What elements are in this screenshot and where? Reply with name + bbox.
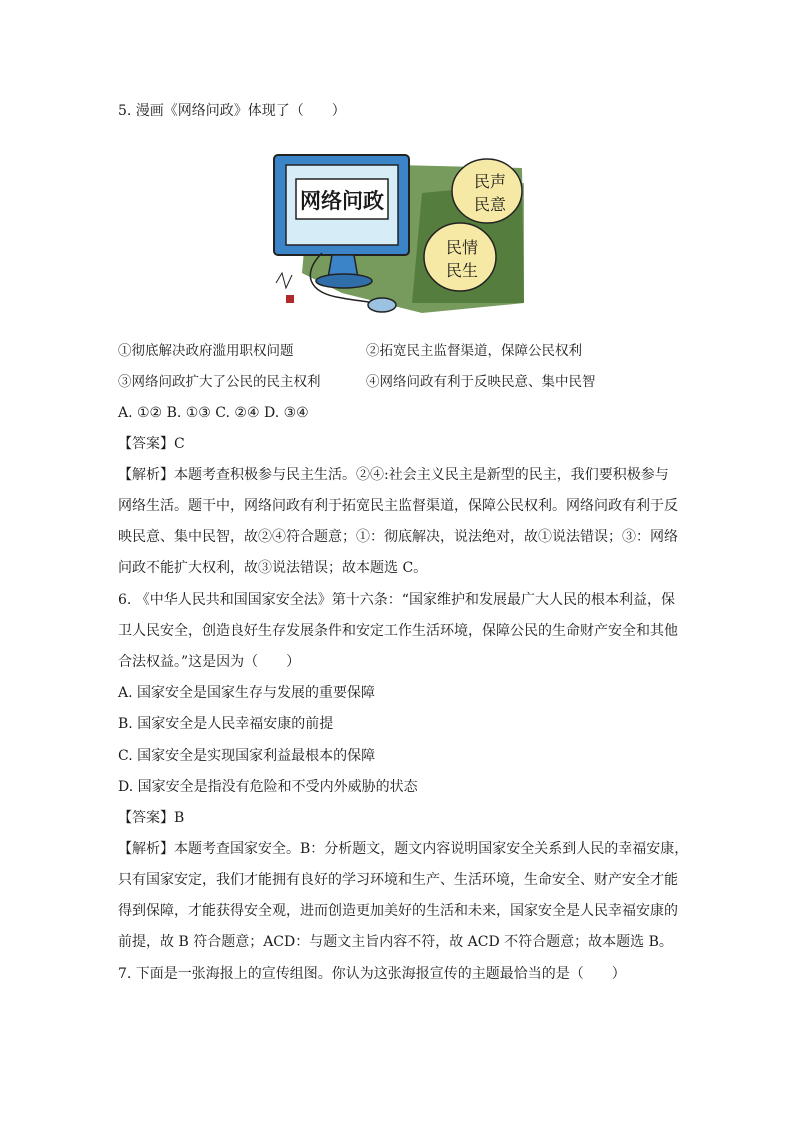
- q6-answer: 【答案】B: [118, 810, 185, 826]
- bubble1-line1: 民声: [473, 172, 507, 191]
- q5-answer: 【答案】C: [118, 436, 185, 452]
- q5-choices: A. ①② B. ①③ C. ②④ D. ③④: [118, 405, 309, 421]
- q7-stem: 7. 下面是一张海报上的宣传组图。你认为这张海报宣传的主题最恰当的是（ ）: [118, 966, 626, 982]
- q6-stem-line: 卫人民安全，创造良好生存发展条件和安定工作生活环境，保障公民的生命财产安全和其他: [118, 623, 678, 639]
- q5-analysis-line: 网络生活。题干中，网络问政有利于拓宽民主监督渠道，保障公民权利。网络问政有利于反: [118, 498, 678, 514]
- bubble1-line2: 民意: [473, 195, 507, 214]
- q5-option-2: ②拓宽民主监督渠道，保障公民权利: [366, 343, 582, 359]
- q6-option-b: B. 国家安全是人民幸福安康的前提: [118, 716, 334, 732]
- q6-stem-line: 6. 《中华人民共和国国家安全法》第十六条：“国家维护和发展最广大人民的根本利益，保: [118, 592, 675, 608]
- q6-option-c: C. 国家安全是实现国家利益最根本的保障: [118, 748, 376, 764]
- q6-analysis-line: 【解析】本题考查国家安全。B：分析题文，题文内容说明国家安全关系到人民的幸福安康，: [118, 841, 689, 857]
- q6-analysis-line: 只有国家安定，我们才能拥有良好的学习环境和生产、生活环境，生命安全、财产安全才能: [118, 872, 678, 888]
- cartoon-network-governance: [272, 153, 524, 319]
- q5-analysis-line: 【解析】本题考查积极参与民主生活。②④:社会主义民主是新型的民主，我们要积极参与: [118, 467, 669, 483]
- q5-analysis-line: 问政不能扩大权利，故③说法错误；故本题选 C。: [118, 560, 428, 576]
- q6-analysis-line: 前提，故 B 符合题意；ACD：与题文主旨内容不符，故 ACD 不符合题意；故本题选 B。: [118, 934, 673, 950]
- bubble2-line2: 民生: [445, 261, 479, 280]
- q5-option-3: ③网络问政扩大了公民的民主权利: [118, 374, 321, 390]
- q6-option-d: D. 国家安全是指没有危险和不受内外威胁的状态: [118, 779, 418, 795]
- cartoon-screen-text: 网络问政: [300, 189, 384, 213]
- q6-stem-line: 合法权益。”这是因为（ ）: [118, 654, 301, 670]
- q6-option-a: A. 国家安全是国家生存与发展的重要保障: [118, 685, 376, 701]
- q5-option-1: ①彻底解决政府滥用职权问题: [118, 343, 294, 359]
- q5-analysis-line: 映民意、集中民智，故②④符合题意；①：彻底解决，说法绝对，故①说法错误；③：网络: [118, 529, 678, 545]
- q5-stem: 5. 漫画《网络问政》体现了（ ）: [118, 103, 346, 119]
- q6-analysis-line: 得到保障，才能获得安全观，进而创造更加美好的生活和未来，国家安全是人民幸福安康的: [118, 903, 678, 919]
- q5-option-4: ④网络问政有利于反映民意、集中民智: [366, 374, 596, 390]
- bubble2-line1: 民情: [445, 238, 479, 257]
